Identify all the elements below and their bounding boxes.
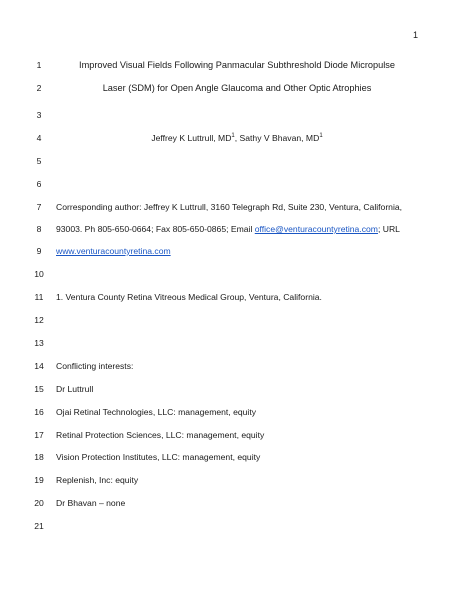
line-number: 10 [34,269,44,279]
url-label: ; URL [377,224,400,234]
author-name: Sathy V Bhavan, MD [239,133,320,143]
line-number: 4 [36,133,42,143]
corresponding-author: Corresponding author: Jeffrey K Luttrull, 3160 Telegraph Rd, Suite 230, Ventura, California, [56,202,403,212]
manuscript-line [0,108,474,122]
line-number: 14 [34,361,44,371]
manuscript-line [0,359,474,373]
manuscript-line [0,428,474,442]
manuscript-line [0,131,474,145]
line-number: 7 [36,202,42,212]
contact-details [56,222,430,236]
affiliation: 1. Ventura County Retina Vitreous Medical Group, Ventura, California. [56,292,322,302]
manuscript-line [0,473,474,487]
conflict-item: Vision Protection Institutes, LLC: management, equity [56,452,261,462]
line-number: 21 [34,521,44,531]
manuscript-line [0,290,474,304]
line-number: 20 [34,498,44,508]
line-number: 17 [34,430,44,440]
manuscript-line [0,81,474,95]
manuscript-line [0,450,474,464]
line-number: 19 [34,475,44,485]
manuscript-line [0,267,474,281]
manuscript-line [0,336,474,350]
contact-phone-fax: 93003. Ph 805-650-0664; Fax 805-650-0865; Email [56,224,255,234]
line-number: 5 [36,156,42,166]
line-number: 8 [36,224,42,234]
conflict-item: Replenish, Inc: equity [56,475,139,485]
website-link[interactable]: www.venturacountyretina.com [56,246,171,256]
conflict-item: Dr Luttrull [56,384,94,394]
line-number: 3 [36,110,42,120]
conflict-item: Dr Bhavan – none [56,498,126,508]
manuscript-line [0,200,474,214]
manuscript-line [0,382,474,396]
manuscript-line [0,58,474,72]
line-number: 16 [34,407,44,417]
author-name: Jeffrey K Luttrull, MD [151,133,232,143]
manuscript-line [0,519,474,533]
line-number: 9 [36,246,42,256]
line-number: 15 [34,384,44,394]
line-number: 18 [34,452,44,462]
author-separator: , [234,133,240,143]
author-list [44,131,430,145]
title-line-2: Laser (SDM) for Open Angle Glaucoma and Other Optic Atrophies [102,83,372,93]
manuscript-line [0,405,474,419]
line-number: 13 [34,338,44,348]
line-number: 2 [36,83,42,93]
line-number: 12 [34,315,44,325]
email-link[interactable]: office@venturacountyretina.com [254,224,378,234]
line-number: 11 [34,292,44,302]
manuscript-line [0,177,474,191]
conflicts-heading: Conflicting interests: [56,361,134,371]
affiliation-mark: 1 [231,133,235,140]
title-line-1: Improved Visual Fields Following Panmacular Subthreshold Diode Micropulse [79,60,395,70]
page-number: 1 [412,30,418,40]
manuscript-line [0,244,474,258]
line-number: 1 [36,60,42,70]
affiliation-mark: 1 [319,133,323,140]
manuscript-line [0,313,474,327]
manuscript-line [0,222,474,236]
manuscript-line [0,496,474,510]
conflict-item: Retinal Protection Sciences, LLC: management, equity [56,430,265,440]
line-number: 6 [36,179,42,189]
manuscript-line [0,154,474,168]
conflict-item: Ojai Retinal Technologies, LLC: management, equity [56,407,257,417]
